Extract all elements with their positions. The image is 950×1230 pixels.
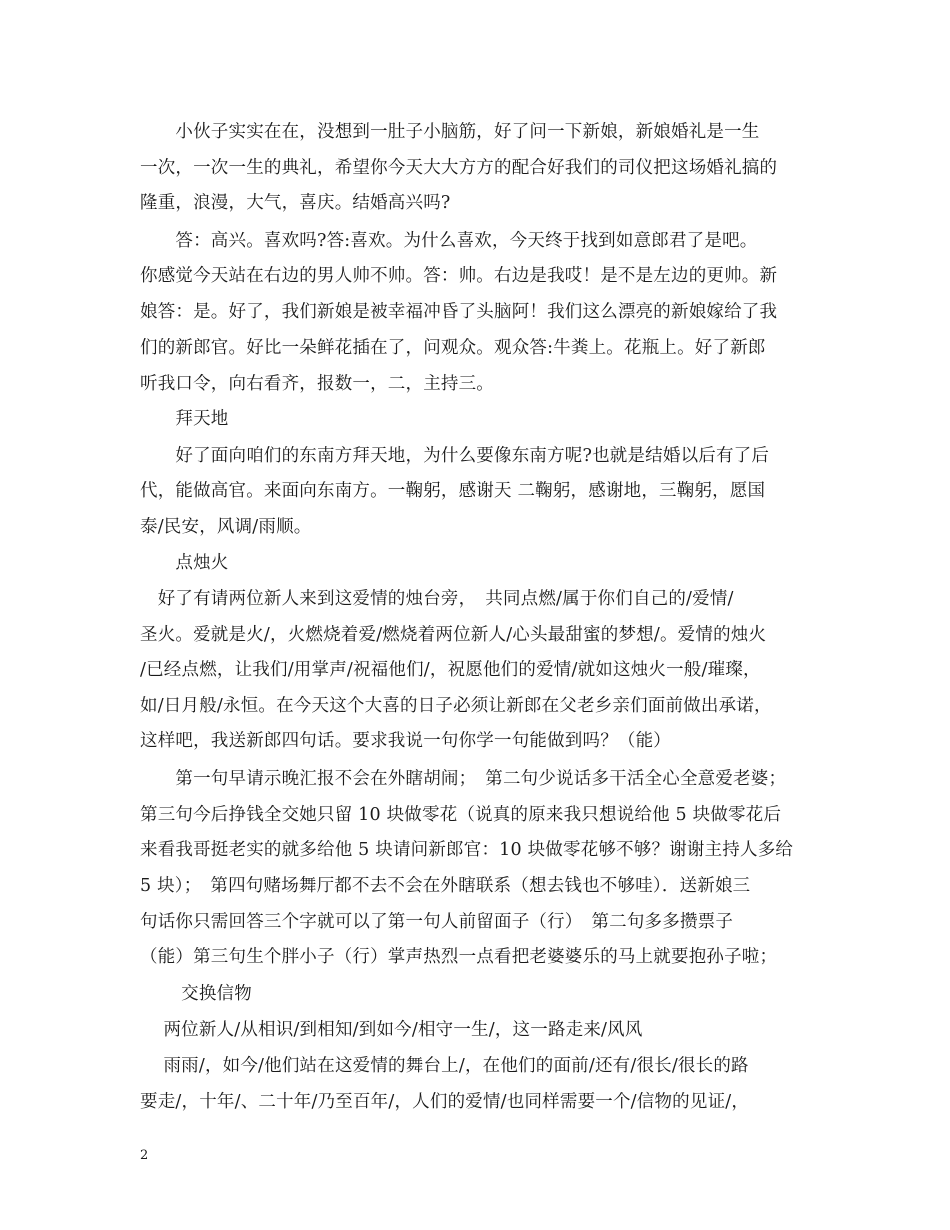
text-line: 句话你只需回答三个字就可以了第一句人前留面子（行） 第二句多多攒票子 (140, 912, 734, 932)
text-line: 泰/民安，风调/雨顺。 (140, 517, 312, 537)
text-line: 隆重，浪漫，大气，喜庆。结婚高兴吗? (140, 193, 451, 213)
text-line: /已经点燃，让我们/用掌声/祝福他们/，祝愿他们的爱情/就如这烛火一般/璀璨， (140, 660, 761, 680)
text-line: 要走/，十年/、二十年/乃至百年/，人们的爱情/也同样需要一个/信物的见证/， (140, 1092, 750, 1112)
text-line: 好了有请两位新人来到这爱情的烛台旁， 共同点燃/属于你们自己的/爱情/ (140, 589, 734, 609)
text-line: 这样吧，我送新郎四句话。要求我说一句你学一句能做到吗？（能） (140, 731, 671, 751)
text-line: 来看我哥挺老实的就多给他 5 块请问新郎官：10 块做零花够不够？谢谢主持人多给 (140, 840, 794, 860)
text-line: 们的新郎官。好比一朵鲜花插在了，问观众。观众答:牛粪上。花瓶上。好了新郎 (140, 338, 766, 358)
text-line: 第三句今后挣钱全交她只留 10 块做零花（说真的原来我只想说给他 5 块做零花后 (140, 805, 782, 825)
text-line: （能）第三句生个胖小子（行）掌声热烈一点看把老婆婆乐的马上就要抱孙子啦； (140, 947, 778, 967)
text-line: 答：高兴。喜欢吗?答:喜欢。为什么喜欢，今天终于找到如意郎君了是吧。 (140, 231, 758, 251)
text-line: 雨雨/，如今/他们站在这爱情的舞台上/，在他们的面前/还有/很长/很长的路 (140, 1056, 749, 1076)
text-line: 第一句早请示晚汇报不会在外瞎胡闹； 第二句少说话多干活全心全意爱老婆； (140, 769, 787, 789)
text-line: 娘答：是。好了，我们新娘是被幸福冲昏了头脑阿！我们这么漂亮的新娘嫁给了我 (140, 302, 778, 322)
text-line: 两位新人/从相识/到相知/到如今/相守一生/，这一路走来/风风 (140, 1020, 643, 1040)
text-line: 你感觉今天站在右边的男人帅不帅。答：帅。右边是我哎！是不是左边的更帅。新 (140, 266, 778, 286)
text-line: 一次，一次一生的典礼，希望你今天大大方方的配合好我们的司仪把这场婚礼搞的 (140, 158, 778, 178)
section-heading: 点烛火 (140, 553, 229, 573)
section-heading: 交换信物 (140, 984, 252, 1004)
text-line: 听我口令，向右看齐，报数一，二，主持三。 (140, 374, 494, 394)
text-line: 代，能做高官。来面向东南方。一鞠躬，感谢天 二鞠躬，感谢地，三鞠躬，愿国 (140, 481, 766, 501)
text-line: 好了面向咱们的东南方拜天地，为什么要像东南方呢?也就是结婚以后有了后 (140, 446, 770, 466)
text-line: 圣火。爱就是火/，火燃烧着爱/燃烧着两位新人/心头最甜蜜的梦想/。爱情的烛火 (140, 625, 767, 645)
text-line: 小伙子实实在在，没想到一肚子小脑筋，好了问一下新娘，新娘婚礼是一生 (140, 122, 760, 142)
text-line: 5 块）； 第四句赌场舞厅都不去不会在外瞎联系（想去钱也不够哇）．送新娘三 (140, 876, 751, 896)
text-line: 如/日月般/永恒。在今天这个大喜的日子必须让新郎在父老乡亲们面前做出承诺， (140, 696, 772, 716)
page-number: 2 (140, 1148, 149, 1163)
section-heading: 拜天地 (140, 409, 229, 429)
